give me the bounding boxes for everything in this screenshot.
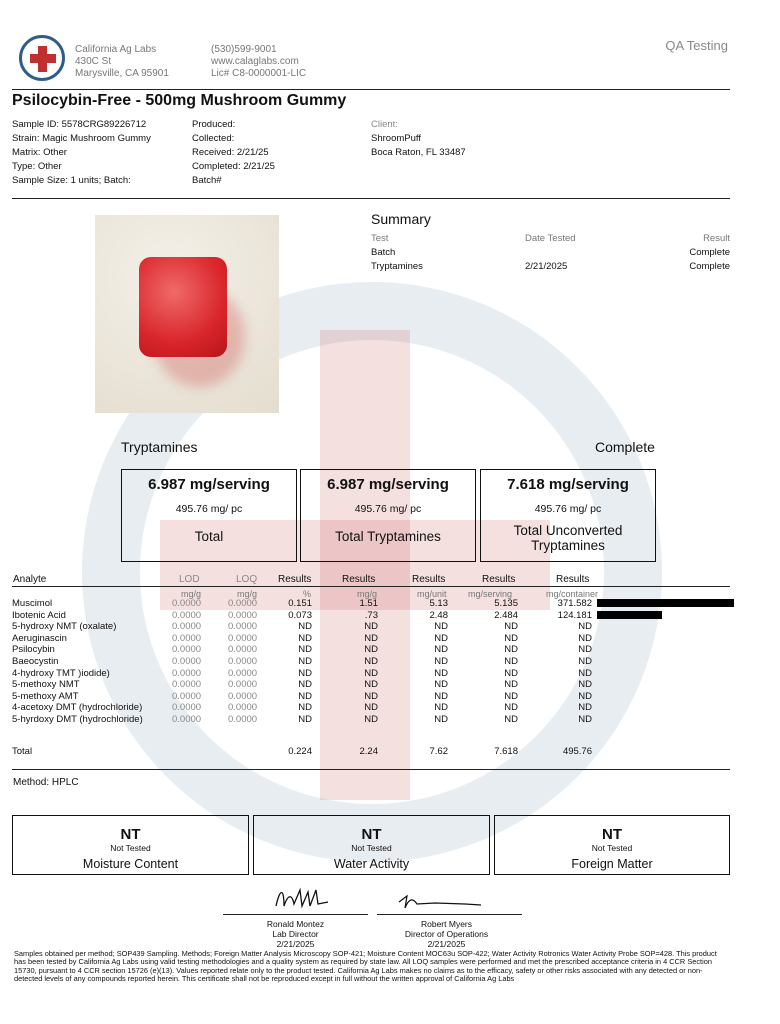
analyte-value: 2.24 [359,746,378,757]
analyte-value: 0.0000 [172,632,202,644]
lab-contact [211,44,306,80]
analyte-value: ND [364,679,378,691]
analyte-value: 0.0000 [172,621,202,633]
redaction-bar [597,599,734,607]
result-per-piece: 495.76 mg/ pc [175,503,243,515]
signature-line [223,914,368,915]
analyte-value: 7.62 [429,746,448,757]
analyte-value: ND [434,702,448,714]
table-row [12,610,612,621]
analyte-value: ND [434,656,448,667]
analyte-value: 0.0000 [172,714,202,725]
analyte-value: 0.0000 [228,621,258,633]
analyte-value: ND [364,667,378,679]
analyte-value: ND [434,714,448,725]
analyte-value: 0.0000 [228,656,258,667]
summary-row-result: Complete [689,247,730,258]
nt-label: Water Activity [333,857,410,871]
analyte-name: Ibotenic Acid [12,609,66,621]
signatory-title: Director of Operations [404,929,489,939]
result-value: 7.618 mg/serving [507,476,629,493]
analyte-value: ND [504,679,518,691]
analyte-value: 0.0000 [228,667,258,679]
batch-number: Batch# [192,175,222,186]
client-label: Client: [371,119,398,130]
summary-header-test: Test [371,233,389,244]
analyte-value: 0.0000 [172,598,202,609]
signature-line [377,914,522,915]
lab-logo [19,35,65,81]
col-header-analyte: Analyte [13,574,47,585]
unit-percent: % [303,589,312,599]
analyte-value: ND [504,690,518,702]
table-row [12,679,612,690]
nt-status: Not Tested [591,843,633,853]
lab-website: www.calaglabs.com [211,56,299,67]
analyte-name: 4-acetoxy DMT (hydrochloride) [12,702,143,714]
table-bottom-divider [12,769,730,770]
analyte-name: 5-methoxy NMT [12,679,80,691]
lab-name: California Ag Labs [75,44,157,55]
analyte-value: 0.0000 [228,679,258,691]
nt-status: Not Tested [351,843,392,853]
result-value: 6.987 mg/serving [148,476,270,493]
signatory-title: Lab Director [272,929,319,939]
result-label: Total Tryptamines [335,529,441,544]
table-row [12,656,612,667]
summary-row-test: Tryptamines [371,261,423,272]
product-title: Psilocybin-Free - 500mg Mushroom Gummy [12,92,347,109]
analyte-value: ND [298,632,312,644]
signatory-name: Ronald Montez [266,919,325,929]
sample-matrix: Matrix: Other [12,147,67,158]
table-row [12,621,612,632]
table-header-divider [12,586,730,587]
analyte-name: Psilocybin [12,644,55,656]
analyte-value: 0.0000 [228,702,258,714]
col-header-results: Results [412,574,446,585]
analyte-value: ND [434,632,448,644]
analyte-value: ND [364,621,378,633]
analyte-value: ND [364,714,378,725]
sample-id: Sample ID: 5578CRG89226712 [12,119,147,130]
lab-address [75,44,169,80]
document-label: QA Testing [665,38,728,53]
signatory-date: 2/21/2025 [276,939,315,949]
nt-box-foreign-matter [494,815,730,875]
analyte-value: ND [434,690,448,702]
result-box-unconverted [480,469,656,562]
summary-header-date: Date Tested [525,233,576,244]
analyte-value: 2.484 [494,609,518,621]
analyte-name: Aeruginascin [12,632,67,644]
analyte-value: ND [578,714,592,725]
table-row [12,598,612,609]
result-label: Total [194,529,224,544]
table-row [12,691,612,702]
sample-size: Sample Size: 1 units; Batch: [12,175,131,186]
analyte-value: 0.151 [288,598,312,609]
signatory-date: 2/21/2025 [427,939,466,949]
analyte-value: ND [578,644,592,656]
analyte-value: 5.135 [494,598,518,609]
analyte-value: ND [578,690,592,702]
analyte-value: ND [298,644,312,656]
header-divider [12,89,730,90]
unit-mg-container: mg/container [546,589,599,599]
analyte-value: ND [364,690,378,702]
sample-strain: Strain: Magic Mushroom Gummy [12,133,151,144]
section-status: Complete [595,439,655,455]
analyte-value: 0.0000 [228,714,258,725]
nt-code: NT [361,826,382,843]
analyte-value: 0.0000 [172,656,202,667]
col-header-results: Results [556,574,590,585]
analyte-value: ND [364,632,378,644]
analyte-value: ND [364,702,378,714]
method: Method: HPLC [13,777,79,788]
analyte-value: ND [578,667,592,679]
nt-label: Foreign Matter [571,857,653,871]
analyte-value: 0.0000 [228,609,258,621]
sample-dates [192,118,275,188]
analyte-value: 0.0000 [172,690,202,702]
analyte-value: ND [434,621,448,633]
analyte-value: 7.618 [494,746,518,757]
unit-mg-serving: mg/serving [468,589,513,599]
received: Received: 2/21/25 [192,147,269,158]
table-total-row [12,746,612,757]
col-header-lod: LOD [179,574,200,585]
analyte-value: ND [504,644,518,656]
signatory-operations [374,919,519,949]
nt-box-water-activity [253,815,490,875]
table-row [12,714,612,725]
analyte-value: ND [364,644,378,656]
nt-box-moisture [12,815,249,875]
analyte-value: ND [434,679,448,691]
analyte-value: 2.48 [429,609,448,621]
analyte-name: 4-hydroxy TMT )iodide) [12,667,110,679]
unit-mg-unit: mg/unit [417,589,447,599]
produced: Produced: [192,119,236,130]
sample-type: Type: Other [12,161,62,172]
analyte-value: ND [298,690,312,702]
analyte-name: Muscimol [12,598,53,609]
result-per-piece: 495.76 mg/ pc [534,503,602,515]
lab-phone: (530)599-9001 [211,44,277,55]
section-title: Tryptamines [121,439,198,455]
analyte-name: 5-hydroxy NMT (oxalate) [12,621,117,633]
unit-loq: mg/g [237,589,258,599]
analyte-value: 0.073 [288,609,312,621]
collected: Collected: [192,133,235,144]
analyte-value: 0.0000 [172,609,202,621]
client-name: ShroomPuff [371,133,421,144]
analyte-value: ND [578,621,592,633]
analyte-value: 0.0000 [172,644,202,656]
signature-myers [395,892,485,912]
analyte-value: 1.51 [359,598,378,609]
analyte-value: 0.0000 [172,667,202,679]
analyte-value: ND [298,702,312,714]
summary-row-date: 2/21/2025 [525,261,568,272]
analyte-value: ND [504,702,518,714]
analyte-value: ND [504,656,518,667]
nt-code: NT [602,826,622,843]
result-per-piece: 495.76 mg/ pc [354,503,422,515]
analyte-value: 124.181 [557,609,592,621]
unit-lod: mg/g [181,589,202,599]
analyte-value: 0.0000 [228,598,258,609]
analyte-name: Total [12,746,33,757]
redaction-bar [597,611,662,619]
lab-city: Marysville, CA 95901 [75,68,169,79]
footer-disclaimer: Samples obtained per method; SOP439 Sampling. Methods; Foreign Matter Analysis Microscopy SOP-421; Moisture Content MOC63u SOP-422; Water Activity Rotronics Water Activity Probe SOP=428. This product has been tested by California Ag Labs using valid testing methodologies and a quality system as required by state law. All LOQ samples were performed and met the prescribed acceptance criteria in 4 CCR Section 15730, pursuant to 4 CCR section 15726 (e)(13). Values reported relate only to the product tested. California Ag Labs makes no claims as to the efficacy, safety or other risks associated with any detected or non-detected levels of any compounds reported herein. This certificate shall not be reproduced except in full without the written approval of California Ag Labs [14,949,717,983]
product-photo [95,215,279,413]
analyte-value: ND [434,644,448,656]
analyte-value: ND [578,702,592,714]
analyte-value: ND [578,679,592,691]
result-box-total-tryptamines [300,469,476,562]
analyte-value: ND [364,656,378,667]
analyte-value: .73 [364,609,378,621]
summary-header-result: Result [703,233,730,244]
lab-license: Lic# C8-0000001-LIC [211,68,307,79]
analyte-value: 0.224 [288,746,312,757]
analyte-value: ND [504,714,518,725]
nt-code: NT [120,826,141,843]
info-divider [12,198,730,199]
analyte-value: 5.13 [429,598,448,609]
lab-street: 430C St [75,56,112,67]
signature-montez [270,884,340,914]
signatory-director [223,919,368,949]
summary-row-result: Complete [689,261,730,272]
analyte-value: 0.0000 [172,679,202,691]
analyte-value: ND [578,656,592,667]
analyte-value: 0.0000 [228,632,258,644]
client-city: Boca Raton, FL 33487 [371,147,466,158]
table-row [12,668,612,679]
table-row [12,633,612,644]
analyte-value: ND [504,621,518,633]
result-label: Total Unconverted Tryptamines [513,523,623,553]
result-box-total [121,469,297,562]
analyte-value: ND [298,621,312,633]
analyte-value: ND [434,667,448,679]
analyte-value: 0.0000 [172,702,202,714]
table-row [12,644,612,655]
completed: Completed: 2/21/25 [192,161,275,172]
gummy-cube [139,257,227,357]
analyte-value: 0.0000 [228,644,258,656]
analyte-value: 371.582 [557,598,592,609]
table-row [12,702,612,713]
col-header-results: Results [482,574,516,585]
analyte-value: ND [298,667,312,679]
result-value: 6.987 mg/serving [327,476,449,493]
analyte-value: ND [578,632,592,644]
col-header-results: Results [278,574,312,585]
nt-status: Not Tested [110,843,151,853]
analyte-value: ND [298,714,312,725]
analyte-value: ND [504,632,518,644]
summary-row-test: Batch [371,247,396,258]
analyte-value: ND [504,667,518,679]
analyte-value: 0.0000 [228,690,258,702]
signatory-name: Robert Myers [420,919,472,929]
analyte-value: ND [298,679,312,691]
analyte-value: 495.76 [562,746,592,757]
summary-title: Summary [371,211,431,227]
unit-mg-g: mg/g [357,589,378,599]
nt-label: Moisture Content [82,857,179,871]
analyte-name: 5-methoxy AMT [12,690,79,702]
sample-info [12,118,151,188]
analyte-value: ND [298,656,312,667]
analyte-name: Baeocystin [12,656,59,667]
client-info [371,118,466,160]
col-header-results: Results [342,574,376,585]
analyte-name: 5-hyrdoxy DMT (hydrochloride) [12,714,143,725]
col-header-loq: LOQ [236,574,258,585]
